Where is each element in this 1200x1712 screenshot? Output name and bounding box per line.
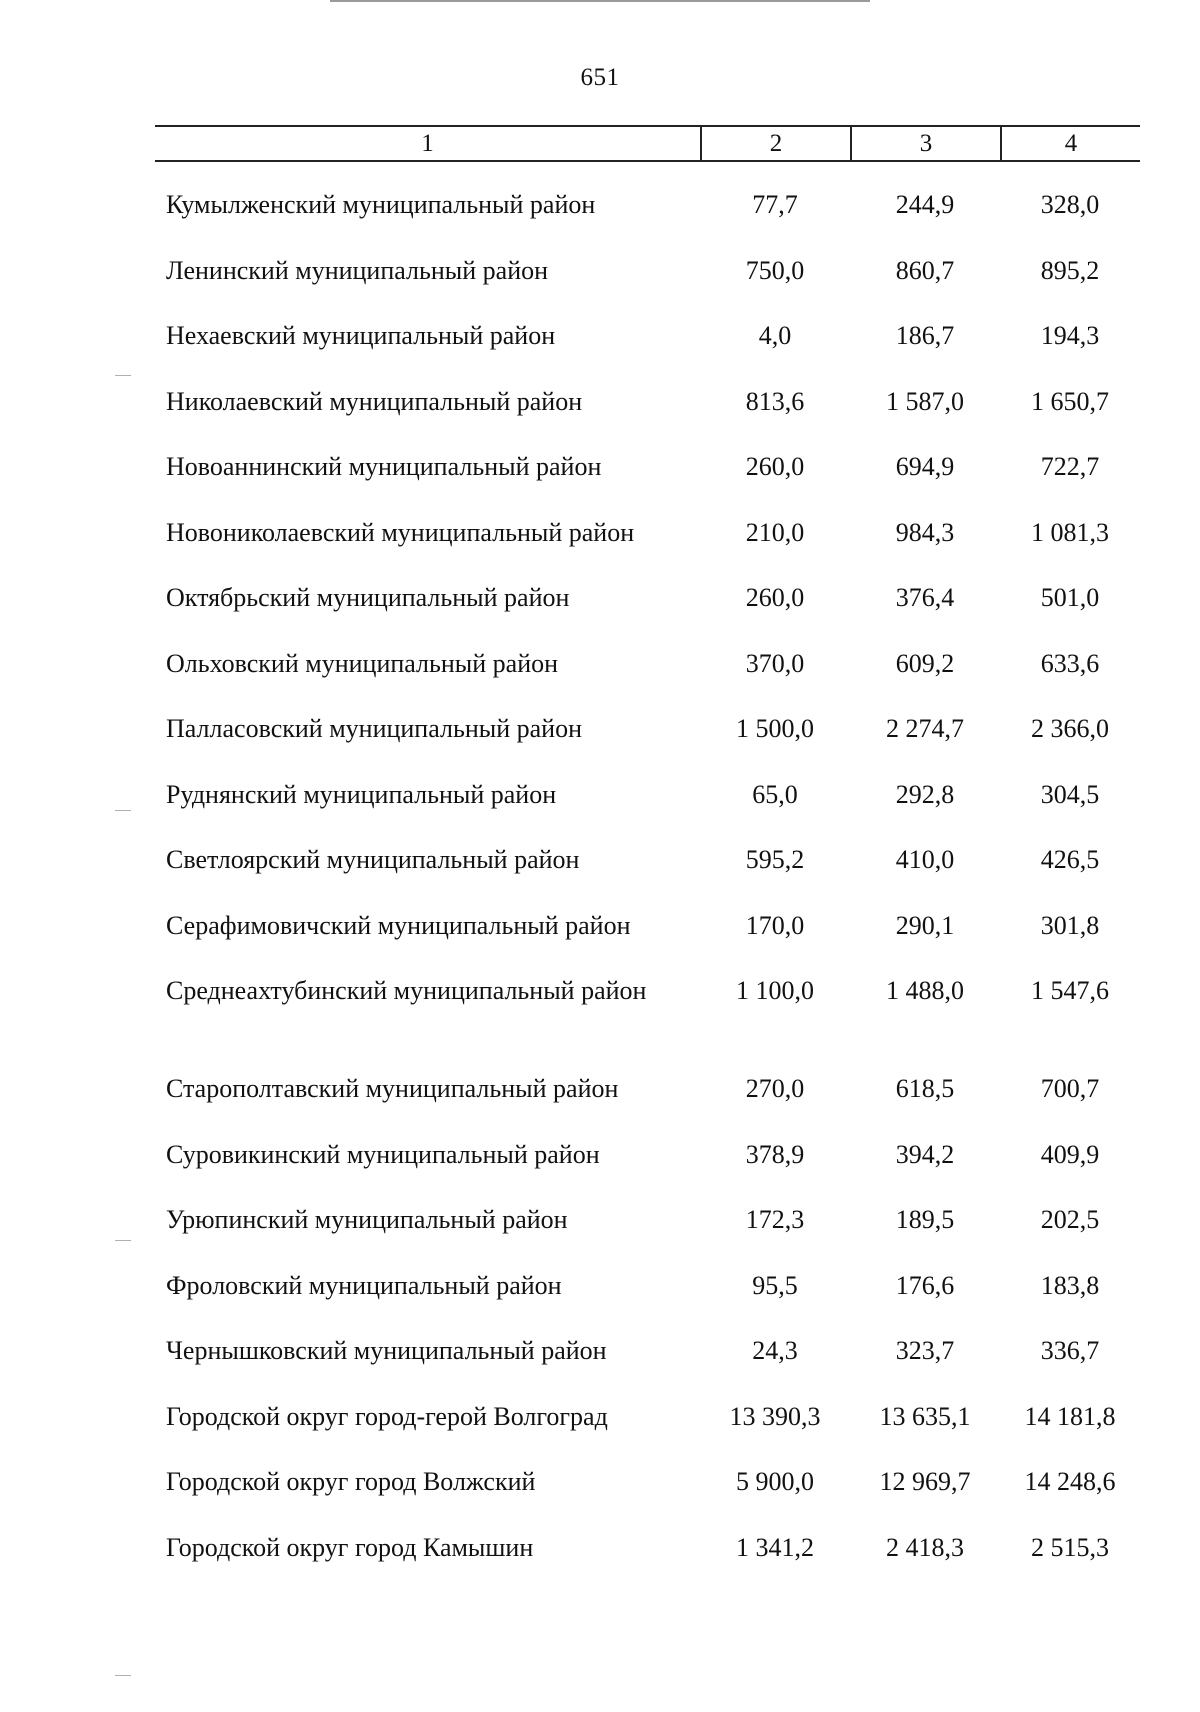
row-value-col3: 984,3 [895,517,955,547]
row-value-col3: 244,9 [895,190,955,219]
row-value-col4: 183,8 [1040,1270,1100,1300]
row-name: Октябрьский муниципальный район [166,583,570,612]
row-name: Урюпинский муниципальный район [166,1205,568,1234]
row-name: Фроловский муниципальный район [166,1270,562,1300]
table-row [155,779,1140,845]
page-number: 651 [580,64,620,91]
row-value-col4: 336,7 [1040,1336,1100,1365]
row-value-col3: 1 587,0 [886,386,964,416]
table-row [155,1335,1140,1401]
row-value-col2: 370,0 [745,648,805,678]
row-value-col2: 260,0 [745,583,805,612]
row-name: Чернышковский муниципальный район [166,1336,607,1365]
row-value-col4: 2 366,0 [1031,714,1109,743]
row-value-col3: 323,7 [895,1336,955,1365]
row-value-col4: 1 547,6 [1031,976,1109,1005]
row-value-col4: 304,5 [1040,779,1100,809]
table-row [155,386,1140,452]
table-row [155,451,1140,517]
row-name: Новоаннинский муниципальный район [166,452,602,481]
row-value-col4: 895,2 [1040,255,1100,285]
table-row [155,910,1140,976]
row-value-col4: 328,0 [1040,190,1100,219]
row-value-col2: 5 900,0 [736,1467,814,1496]
row-value-col2: 13 390,3 [729,1401,821,1431]
row-name: Николаевский муниципальный район [166,386,583,416]
table-row [155,975,1140,1073]
table-row [155,517,1140,583]
row-value-col4: 426,5 [1040,845,1100,874]
table-header [155,125,1140,162]
row-value-col4: 633,6 [1040,648,1100,678]
row-name: Светлоярский муниципальный район [166,845,580,874]
margin-tick [115,810,131,811]
row-name: Суровикинский муниципальный район [166,1139,600,1169]
row-value-col3: 410,0 [895,845,955,874]
row-value-col2: 750,0 [745,255,805,285]
row-value-col2: 95,5 [752,1270,798,1300]
row-value-col4: 700,7 [1040,1074,1100,1103]
data-table [155,125,1140,1597]
row-value-col2: 1 341,2 [736,1532,814,1562]
row-name: Городской округ город Камышин [166,1532,534,1562]
row-value-col2: 172,3 [745,1205,805,1234]
table-row [155,255,1140,321]
table-row [155,1401,1140,1467]
row-value-col2: 260,0 [745,452,805,481]
row-value-col3: 609,2 [895,648,955,678]
margin-tick [115,375,131,376]
row-value-col3: 2 274,7 [886,714,964,743]
row-value-col3: 860,7 [895,255,955,285]
row-name: Старополтавский муниципальный район [166,1074,619,1103]
column-header-2: 2 [700,127,850,160]
row-name: Нехаевский муниципальный район [166,321,556,350]
row-value-col2: 65,0 [752,779,798,809]
row-value-col3: 376,4 [895,583,955,612]
row-value-col4: 2 515,3 [1031,1532,1109,1562]
row-name: Палласовский муниципальный район [166,714,582,743]
row-value-col4: 501,0 [1040,583,1100,612]
row-value-col4: 194,3 [1040,321,1100,350]
table-row [155,582,1140,648]
row-name: Ольховский муниципальный район [166,648,559,678]
row-value-col3: 12 969,7 [879,1467,971,1496]
row-value-col4: 301,8 [1040,910,1100,940]
row-value-col4: 722,7 [1040,452,1100,481]
row-value-col4: 14 181,8 [1024,1401,1116,1431]
row-name: Серафимовичский муниципальный район [166,910,631,940]
table-row [155,648,1140,714]
column-header-3: 3 [850,127,1000,160]
table-row [155,1532,1140,1598]
table-row [155,1270,1140,1336]
column-header-4: 4 [1000,127,1140,160]
row-value-col3: 176,6 [895,1270,955,1300]
row-value-col3: 1 488,0 [886,976,964,1005]
row-value-col4: 409,9 [1040,1139,1100,1169]
row-value-col2: 4,0 [758,321,792,350]
table-row [155,713,1140,779]
row-value-col2: 270,0 [745,1074,805,1103]
row-value-col3: 189,5 [895,1205,955,1234]
table-row [155,189,1140,255]
row-value-col4: 14 248,6 [1024,1467,1116,1496]
margin-tick [115,1675,131,1676]
row-name: Городской округ город Волжский [166,1467,536,1496]
row-value-col2: 595,2 [745,845,805,874]
row-value-col3: 13 635,1 [879,1401,971,1431]
row-value-col3: 694,9 [895,452,955,481]
table-row [155,1139,1140,1205]
table-row [155,1466,1140,1532]
row-value-col4: 1 650,7 [1031,386,1109,416]
row-name: Среднеахтубинский муниципальный район [166,976,647,1005]
table-row [155,320,1140,386]
row-value-col2: 378,9 [745,1139,805,1169]
margin-tick [115,1240,131,1241]
row-name: Городской округ город-герой Волгоград [166,1401,608,1431]
table-row [155,1073,1140,1139]
row-value-col3: 186,7 [895,321,955,350]
row-value-col2: 77,7 [752,190,798,219]
row-name: Ленинский муниципальный район [166,255,549,285]
scan-top-edge-line [330,0,870,2]
row-value-col2: 813,6 [745,386,805,416]
row-value-col3: 290,1 [895,910,955,940]
row-value-col2: 210,0 [745,517,805,547]
row-value-col2: 1 100,0 [736,976,814,1005]
table-row [155,1204,1140,1270]
row-value-col4: 202,5 [1040,1205,1100,1234]
row-value-col3: 618,5 [895,1074,955,1103]
row-value-col2: 170,0 [745,910,805,940]
table-body [155,189,1140,1597]
row-name: Руднянский муниципальный район [166,779,557,809]
row-value-col3: 292,8 [895,779,955,809]
row-value-col3: 394,2 [895,1139,955,1169]
row-name: Новониколаевский муниципальный район [166,517,635,547]
row-value-col3: 2 418,3 [886,1532,964,1562]
row-name: Кумылженский муниципальный район [166,190,596,219]
row-value-col4: 1 081,3 [1031,517,1109,547]
row-value-col2: 1 500,0 [736,714,814,743]
row-value-col2: 24,3 [752,1336,798,1365]
column-header-1: 1 [421,130,434,157]
table-row [155,844,1140,910]
